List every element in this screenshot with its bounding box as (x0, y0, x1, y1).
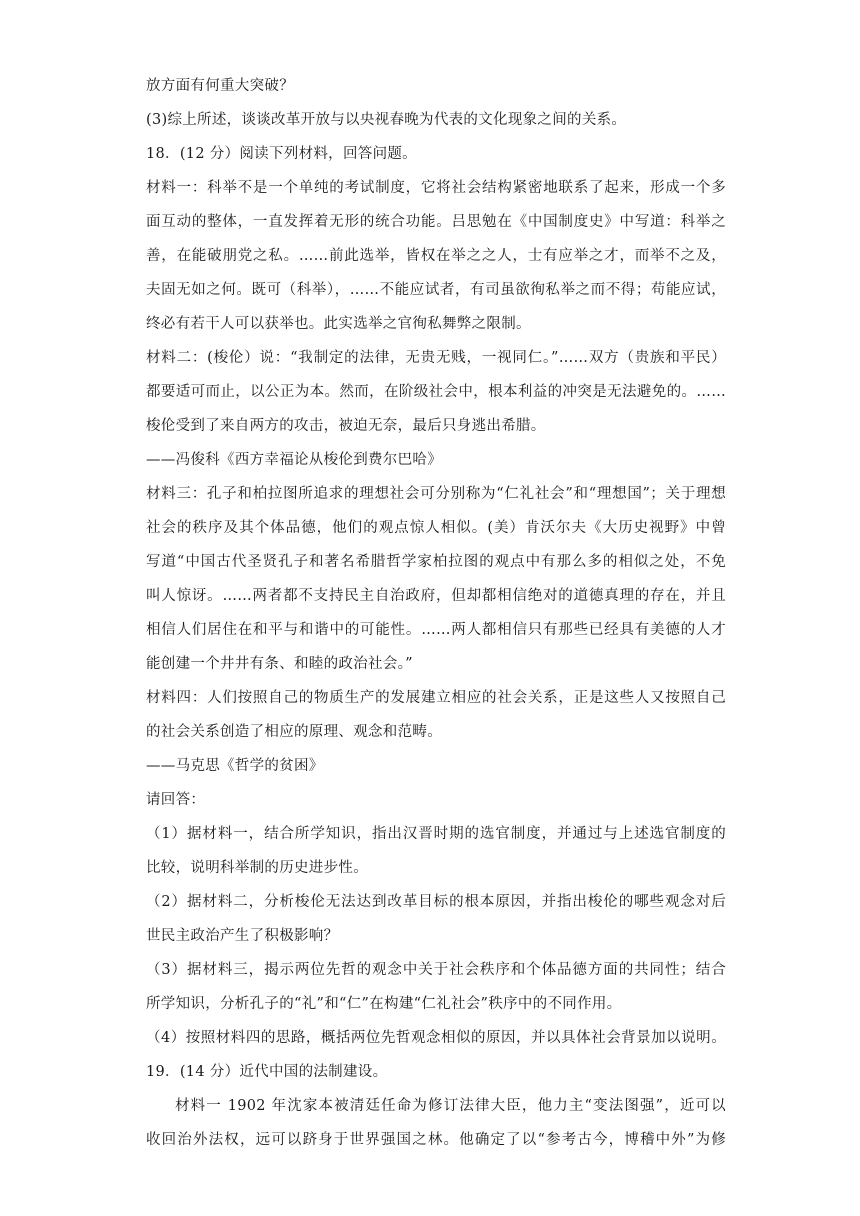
text-line: 梭伦受到了来自两方的攻击，被迫无奈，最后只身逃出希腊。 (146, 418, 546, 434)
text-line: 善，在能破朋党之私。……前此选举，皆权在举之之人，士有应举之才，而举不之及， (146, 248, 726, 264)
text-line: 的社会关系创造了相应的原理、观念和范畴。 (146, 724, 442, 740)
sub-question: （1）据材料一，结合所学知识，指出汉晋时期的选官制度，并通过与上述选官制度的 (146, 826, 726, 842)
text-line: 收回治外法权，远可以跻身于世界强国之林。他确定了以“参考古今，博稽中外”为修 (146, 1132, 726, 1148)
text-line: 能创建一个井井有条、和睦的政治社会。” (146, 656, 413, 672)
question-heading: 18．(12 分）阅读下列材料，回答问题。 (146, 146, 417, 162)
citation: ——马克思《哲学的贫困》 (146, 758, 324, 774)
sub-question: （3）据材料三，揭示两位先哲的观念中关于社会秩序和个体品德方面的共同性；结合 (146, 962, 726, 978)
text-line: 社会的秩序及其个体品德，他们的观点惊人相似。(美）肯沃尔夫《大历史视野》中曾 (146, 520, 726, 536)
text-line: 写道“中国古代圣贤孔子和著名希腊哲学家柏拉图的观点中有那么多的相似之处，不免 (146, 554, 726, 570)
text-line: 叫人惊讶。……两者都不支持民主自治政府，但却都相信绝对的道德真理的存在，并且 (146, 588, 726, 604)
text-line: 材料一：科举不是一个单纯的考试制度，它将社会结构紧密地联系了起来，形成一个多 (146, 180, 726, 196)
text-line: 面互动的整体，一直发挥着无形的统合功能。吕思勉在《中国制度史》中写道：科举之 (146, 214, 726, 230)
text-line: 放方面有何重大突破？ (146, 78, 294, 94)
question-heading: 19．(14 分）近代中国的法制建设。 (146, 1064, 388, 1080)
text-line: 材料三：孔子和柏拉图所追求的理想社会可分别称为“仁礼社会”和“理想国”；关于理想 (146, 486, 726, 502)
text-line: 都要适可而止，以公正为本。然而，在阶级社会中，根本利益的冲突是无法避免的。…… (146, 384, 726, 400)
text-line: 材料一 1902 年沈家本被清廷任命为修订法律大臣，他力主“变法图强”，近可以 (175, 1098, 726, 1114)
text-line: 相信人们居住在和平与和谐中的可能性。……两人都相信只有那些已经具有美德的人才 (146, 622, 726, 638)
text-line: 材料四：人们按照自己的物质生产的发展建立相应的社会关系，正是这些人又按照自己 (146, 690, 726, 706)
text-line: 请回答： (146, 792, 206, 808)
text-line: 所学知识，分析孔子的“礼”和“仁”在构建“仁礼社会”秩序中的不同作用。 (146, 996, 622, 1012)
text-line: 材料二：(梭伦）说：“我制定的法律，无贵无贱，一视同仁。”……双方（贵族和平民） (146, 350, 726, 366)
text-line: (3)综上所述，谈谈改革开放与以央视春晚为代表的文化现象之间的关系。 (146, 112, 627, 128)
text-line: 夫固无如之何。既可（科举），……不能应试者，有司虽欲徇私举之而不得；苟能应试， (146, 282, 726, 298)
citation: ——冯俊科《西方幸福论从梭伦到费尔巴哈》 (146, 452, 442, 468)
sub-question: （2）据材料二，分析梭伦无法达到改革目标的根本原因，并指出梭伦的哪些观念对后 (146, 894, 726, 910)
sub-question: （4）按照材料四的思路，概括两位先哲观念相似的原因，并以具体社会背景加以说明。 (146, 1030, 726, 1046)
text-line: 比较，说明科举制的历史进步性。 (146, 860, 368, 876)
text-line: 世民主政治产生了积极影响？ (146, 928, 339, 944)
text-line: 终必有若干人可以获举也。此实选举之官徇私舞弊之限制。 (146, 316, 531, 332)
